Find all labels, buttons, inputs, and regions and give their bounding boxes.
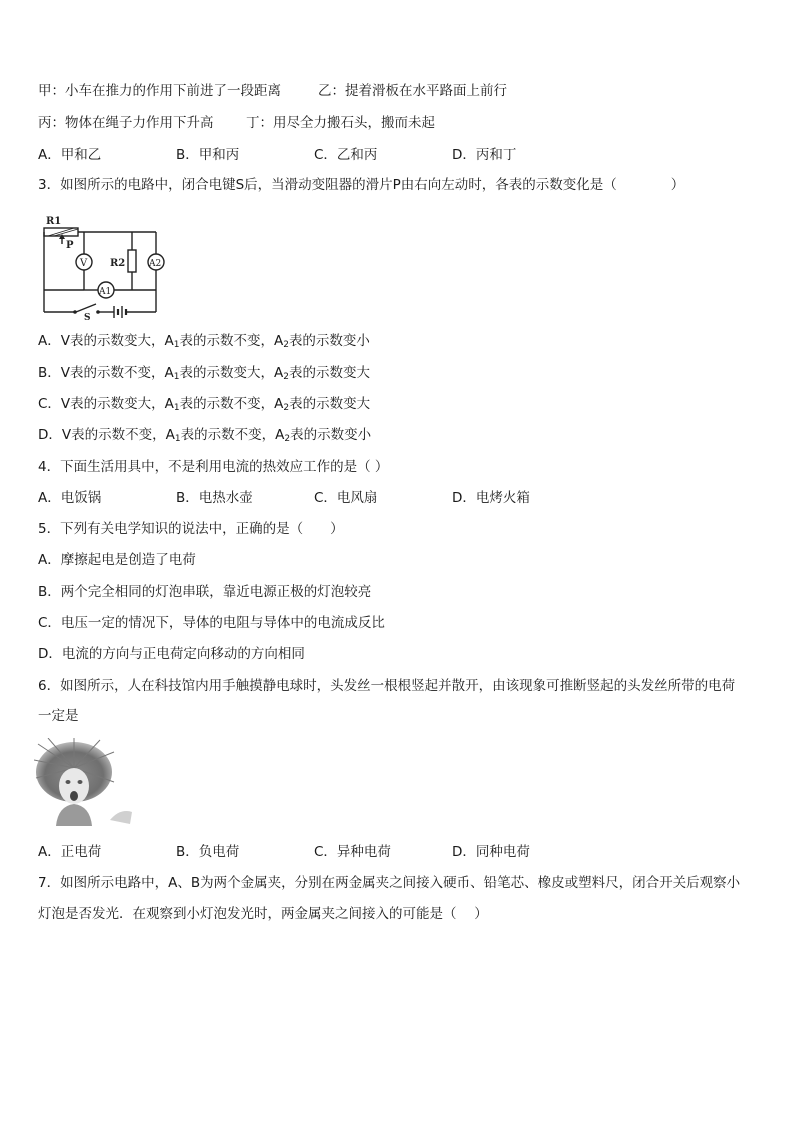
q5-option-a: A．摩擦起电是创造了电荷 [38, 552, 196, 568]
q3-option-c: C．V表的示数变大，$A_1$表的示数不变，$A_2$表的示数变大 [38, 396, 371, 413]
q3-stem: 3．如图所示的电路中，闭合电键S后，当滑动变阻器的滑片P由右向左动时，各表的示数变化是（ ） [38, 177, 685, 193]
label-a1: A1 [99, 287, 112, 297]
label-p: P [66, 240, 74, 251]
q6-static-hair-photo [34, 738, 134, 826]
q4-option-c: C．电风扇 [314, 490, 378, 506]
q2-option-a: A．甲和乙 [38, 147, 102, 163]
statement-bing: 丙：物体在绳子力作用下升高 [38, 115, 214, 131]
q3-circuit-diagram [38, 210, 178, 320]
q4-stem: 4．下面生活用具中，不是利用电流的热效应工作的是（ ） [38, 459, 389, 475]
label-r2: R2 [110, 258, 126, 269]
q4-option-a: A．电饭锅 [38, 490, 102, 506]
q7-stem-line-2: 灯泡是否发光．在观察到小灯泡发光时，两金属夹之间接入的可能是（ ） [38, 906, 488, 922]
label-s: S [84, 313, 91, 320]
q5-option-d: D．电流的方向与正电荷定向移动的方向相同 [38, 646, 305, 662]
label-v: V [80, 258, 88, 269]
q2-option-b: B．甲和丙 [176, 147, 240, 163]
q6-option-d: D．同种电荷 [452, 844, 530, 860]
q6-option-b: B．负电荷 [176, 844, 240, 860]
q6-stem-line-2: 一定是 [38, 708, 79, 724]
q7-stem-line-1: 7．如图所示电路中，A、B为两个金属夹，分别在两金属夹之间接入硬币、铅笔芯、橡皮或塑料尺，闭合开关后观察小 [38, 875, 741, 891]
q2-option-c: C．乙和丙 [314, 147, 378, 163]
q5-stem: 5．下列有关电学知识的说法中，正确的是（ ） [38, 521, 344, 537]
q4-option-d: D．电烤火箱 [452, 490, 530, 506]
q4-option-b: B．电热水壶 [176, 490, 253, 506]
statement-jia: 甲：小车在推力的作用下前进了一段距离 [38, 83, 281, 99]
label-r1: R1 [46, 216, 62, 227]
q5-option-b: B．两个完全相同的灯泡串联，靠近电源正极的灯泡较亮 [38, 584, 372, 600]
q3-option-b: B．V表的示数不变，$A_1$表的示数变大，$A_2$表的示数变大 [38, 365, 370, 382]
label-a2: A2 [149, 259, 162, 269]
q3-option-a: A．V表的示数变大，$A_1$表的示数不变，$A_2$表的示数变小 [38, 333, 370, 350]
q6-option-a: A．正电荷 [38, 844, 102, 860]
q6-option-c: C．异种电荷 [314, 844, 391, 860]
q5-option-c: C．电压一定的情况下，导体的电阻与导体中的电流成反比 [38, 615, 385, 631]
q6-stem-line-1: 6．如图所示，人在科技馆内用手触摸静电球时，头发丝一根根竖起并散开，由该现象可推断竖起的头发丝所带的电荷 [38, 678, 736, 694]
q2-option-d: D．丙和丁 [452, 147, 517, 163]
q3-option-d: D．V表的示数不变，$A_1$表的示数不变，$A_2$表的示数变小 [38, 427, 372, 444]
statement-ding: 丁：用尽全力搬石头，搬而未起 [246, 115, 435, 131]
statement-yi: 乙：提着滑板在水平路面上前行 [318, 83, 507, 99]
